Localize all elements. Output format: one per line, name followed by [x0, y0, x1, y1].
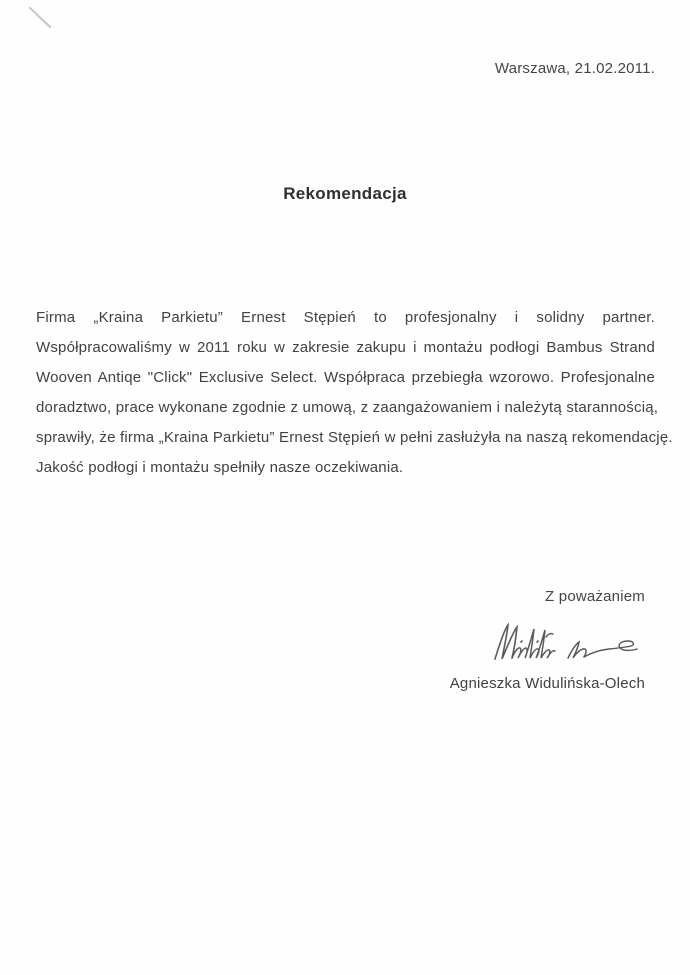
handwritten-signature-icon [488, 620, 640, 668]
letter-body [36, 303, 673, 483]
body-line: Wooven Antiqe "Click" Exclusive Select. Współpraca przebiegła wzorowo. Profesjonalne [36, 369, 655, 386]
letter-title: Rekomendacja [283, 184, 407, 203]
letter-date: Warszawa, 21.02.2011. [494, 60, 655, 77]
scan-artifact-mark [28, 6, 54, 30]
closing-salutation: Z poważaniem [545, 588, 645, 605]
body-line: doradztwo, prace wykonane zgodnie z umową, z zaangażowaniem i należytą starannością, [36, 399, 659, 416]
body-line: Współpracowaliśmy w 2011 roku w zakresie zakupu i montażu podłogi Bambus Strand [36, 339, 655, 356]
body-line: Firma „Kraina Parkietu” Ernest Stępień to profesjonalny i solidny partner. [36, 309, 655, 326]
body-line: sprawiły, że firma „Kraina Parkietu” Ernest Stępień w pełni zasłużyła na naszą rekomendację. [36, 429, 673, 446]
body-line: Jakość podłogi i montażu spełniły nasze oczekiwania. [36, 459, 404, 476]
signer-name: Agnieszka Widulińska-Olech [449, 675, 645, 692]
